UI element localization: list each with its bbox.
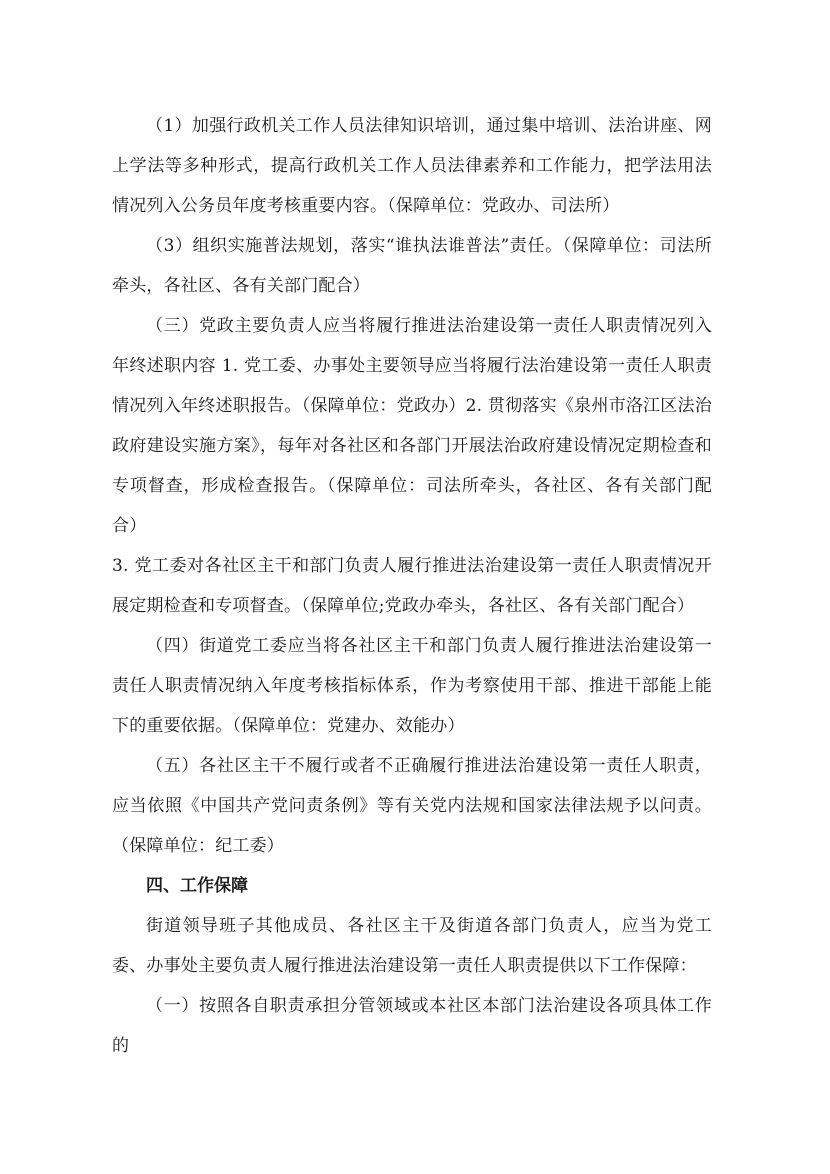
- paragraph-7: 街道领导班子其他成员、各社区主干及街道各部门负责人，应当为党工委、办事处主要负责人履行推进法治建设第一责任人职责提供以下工作保障：: [112, 916, 712, 976]
- paragraph-2: （3）组织实施普法规划，落实“谁执法谁普法”责任。（保障单位：司法所牵头，各社区、各有关部门配合）: [112, 236, 712, 296]
- document-body: [112, 106, 712, 1066]
- paragraph-5: （四）街道党工委应当将各社区主干和部门负责人履行推进法治建设第一责任人职责情况纳入年度考核指标体系，作为考察使用干部、推进干部能上能下的重要依据。（保障单位：党建办、效能办）: [112, 636, 712, 736]
- section-heading: 四、工作保障: [146, 876, 248, 896]
- paragraph-8: （一）按照各自职责承担分管领域或本社区本部门法治建设各项具体工作的: [112, 996, 712, 1056]
- paragraph-6: （五）各社区主干不履行或者不正确履行推进法治建设第一责任人职责，应当依照《中国共产党问责条例》等有关党内法规和国家法律法规予以问责。（保障单位：纪工委）: [112, 756, 712, 856]
- paragraph-3: （三）党政主要负责人应当将履行推进法治建设第一责任人职责情况列入年终述职内容 1. 党工委、办事处主要领导应当将履行法治建设第一责任人职责情况列入年终述职报告。（保障单位：党政办）2. 贯彻落实《泉州市洛江区法治政府建设实施方案》，每年对各社区和各部门开展法治政府建设情况定期检查和专项督查，形成检查报告。（保障单位：司法所牵头，各社区、各有关部门配合）: [112, 316, 712, 536]
- paragraph-1: （1）加强行政机关工作人员法律知识培训，通过集中培训、法治讲座、网上学法等多种形式，提高行政机关工作人员法律素养和工作能力，把学法用法情况列入公务员年度考核重要内容。（保障单位：党政办、司法所）: [112, 116, 712, 216]
- paragraph-4: 3. 党工委对各社区主干和部门负责人履行推进法治建设第一责任人职责情况开展定期检查和专项督查。（保障单位;党政办牵头，各社区、各有关部门配合）: [112, 556, 712, 616]
